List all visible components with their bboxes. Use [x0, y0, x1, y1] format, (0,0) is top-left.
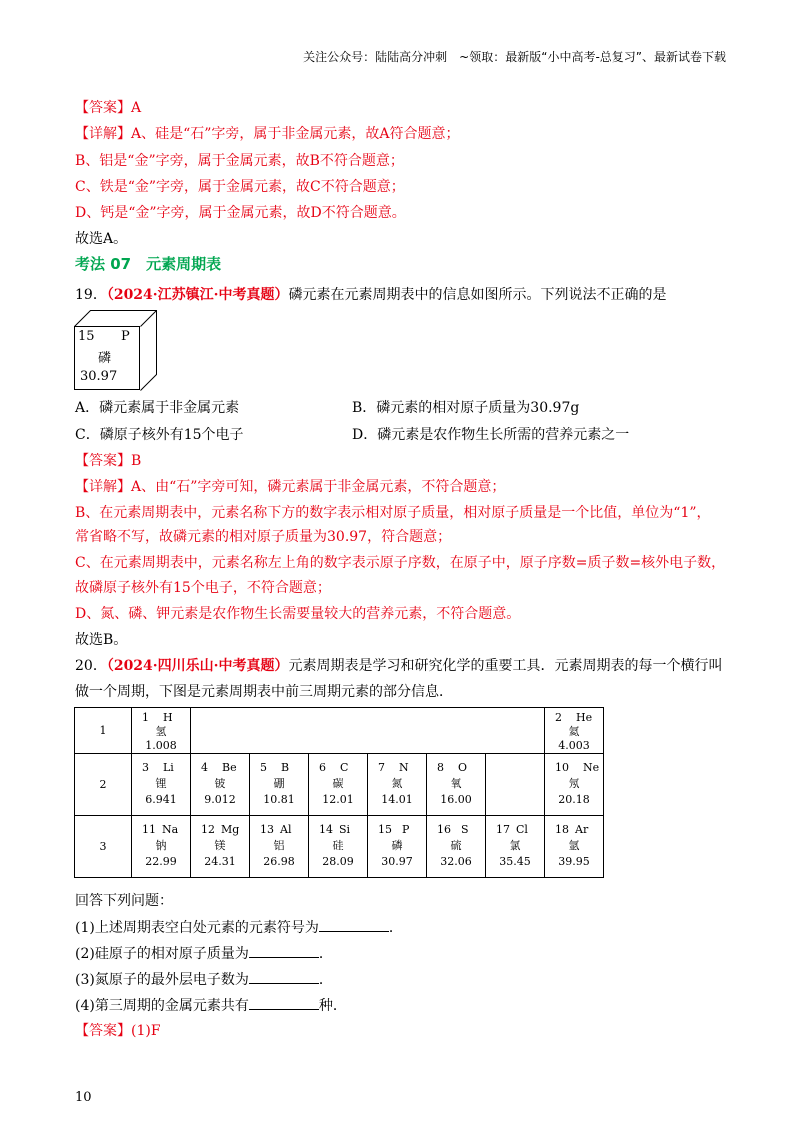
period-row-2	[75, 754, 604, 816]
element-cell: 11 Na 钠 22.99	[132, 816, 191, 878]
element-cell: 12 Mg 镁 24.31	[191, 816, 250, 878]
q19-detail-line-2: B、在元素周期表中，元素名称下方的数字表示相对原子质量，相对原子质量是一个比值，单位为“1”，	[75, 505, 711, 521]
answer-blank[interactable]	[249, 969, 319, 984]
page-header: 关注公众号：陆陆高分冲刺 ~领取：最新版“小中高考-总复习”、最新试卷下载	[303, 50, 726, 64]
element-cell: 17 Cl 氯 35.45	[486, 816, 545, 878]
q20-question-3: (3)氮原子的最外层电子数为 ．	[75, 969, 333, 990]
q20-answer: 【答案】(1)F	[75, 1023, 161, 1039]
element-cell: 18 Ar 氩 39.95	[545, 816, 604, 878]
q19-stem: 19．（2024·江苏镇江·中考真题）磷元素在元素周期表中的信息如图所示。下列说法不正确的是	[75, 287, 667, 303]
q19-detail-line-3: 常省略不写，故磷元素的相对原子质量为30.97，符合题意；	[75, 529, 452, 545]
element-cell: 4 Be 铍 9.012	[191, 754, 250, 816]
period-label: 2	[75, 754, 132, 816]
period-label: 1	[75, 708, 132, 754]
element-cell: 8 O 氧 16.00	[427, 754, 486, 816]
q19-option-b: B．磷元素的相对原子质量为30.97g	[352, 400, 580, 416]
q20-question-1: (1)上述周期表空白处元素的元素符号为 ．	[75, 917, 403, 938]
q20-prompt: 回答下列问题：	[75, 893, 173, 909]
q18-detail-line-2: B、铝是“金”字旁，属于金属元素，故B不符合题意；	[75, 153, 404, 169]
element-cell-h: 1 H 氢 1.008	[132, 708, 191, 754]
q19-detail-line-1: 【详解】A、由“石”字旁可知，磷元素属于非金属元素，不符合题意；	[75, 479, 506, 495]
q20-stem-line-2: 做一个周期，下图是元素周期表中前三周期元素的部分信息．	[75, 684, 453, 700]
q20-source: （2024·四川乐山·中考真题）	[106, 658, 289, 674]
period-row-1	[75, 708, 604, 754]
element-cell-he: 2 He 氦 4.003	[545, 708, 604, 754]
element-cell: 16 S 硫 32.06	[427, 816, 486, 878]
section-title: 考法 07 元素周期表	[75, 255, 222, 273]
q19-answer: 【答案】B	[75, 453, 142, 469]
card-mass: 30.97	[80, 369, 118, 384]
card-symbol: P	[121, 329, 130, 344]
q18-detail-line-1: 【详解】A、硅是“石”字旁，属于非金属元素，故A符合题意；	[75, 126, 460, 142]
element-cell: 6 C 碳 12.01	[309, 754, 368, 816]
q20-question-4: (4)第三周期的金属元素共有 种．	[75, 995, 347, 1016]
q18-answer: 【答案】A	[75, 100, 142, 116]
element-cell-blank	[486, 754, 545, 816]
q19-source: （2024·江苏镇江·中考真题）	[106, 287, 289, 303]
q20-question-2: (2)硅原子的相对原子质量为 ．	[75, 943, 333, 964]
element-cell: 14 Si 硅 28.09	[309, 816, 368, 878]
element-cell: 7 N 氮 14.01	[368, 754, 427, 816]
q19-detail-line-5: 故磷原子核外有15个电子，不符合题意；	[75, 580, 331, 596]
element-cell: 15 P 磷 30.97	[368, 816, 427, 878]
answer-blank[interactable]	[319, 917, 389, 932]
q19-option-a: A．磷元素属于非金属元素	[75, 400, 240, 416]
q20-stem-line-1: 20．（2024·四川乐山·中考真题）元素周期表是学习和研究化学的重要工具．元素周期表的每一个横行叫	[75, 658, 723, 674]
element-cell: 10 Ne 氖 20.18	[545, 754, 604, 816]
card-atomic-number: 15	[78, 329, 95, 344]
period-row-3	[75, 816, 604, 878]
q19-option-d: D．磷元素是农作物生长所需的营养元素之一	[352, 427, 630, 443]
answer-blank[interactable]	[249, 943, 319, 958]
q19-conclusion: 故选B。	[75, 632, 128, 648]
q18-detail-line-4: D、钙是“金”字旁，属于金属元素，故D不符合题意。	[75, 205, 406, 221]
periodic-table	[74, 707, 604, 878]
q18-detail-line-3: C、铁是“金”字旁，属于金属元素，故C不符合题意；	[75, 179, 405, 195]
phosphorus-element-card	[74, 310, 160, 390]
card-name: 磷	[98, 351, 112, 366]
element-cell: 13 Al 铝 26.98	[250, 816, 309, 878]
page-number: 10	[75, 1090, 92, 1105]
answer-blank[interactable]	[249, 995, 319, 1010]
q19-detail-line-4: C、在元素周期表中，元素名称左上角的数字表示原子序数，在原子中，原子序数=质子数=核外电子数，	[75, 555, 726, 571]
table-gap	[191, 708, 545, 754]
element-cell: 3 Li 锂 6.941	[132, 754, 191, 816]
q19-option-c: C．磷原子核外有15个电子	[75, 427, 244, 443]
q19-detail-line-6: D、氮、磷、钾元素是农作物生长需要量较大的营养元素，不符合题意。	[75, 606, 521, 622]
period-label: 3	[75, 816, 132, 878]
q18-conclusion: 故选A。	[75, 231, 128, 247]
element-cell: 5 B 硼 10.81	[250, 754, 309, 816]
